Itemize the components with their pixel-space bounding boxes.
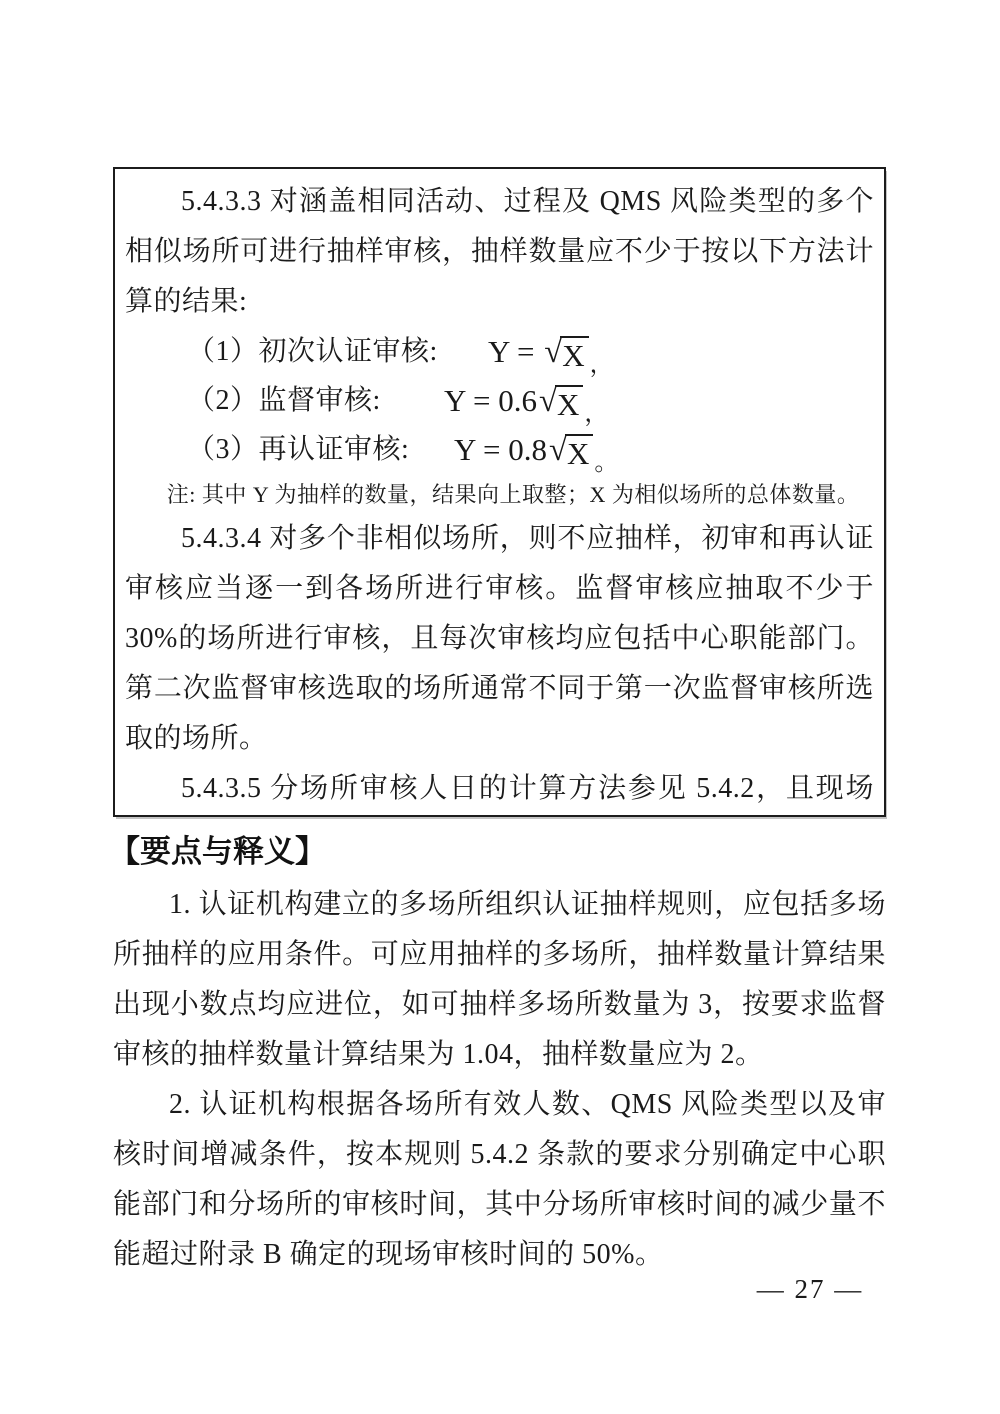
formula-lhs: Y = 0.6 (444, 383, 537, 418)
formula-punctuation: 。 (594, 450, 619, 476)
formula-label-recertification: （3）再认证审核: (187, 434, 410, 465)
key-point-item-2: 2. 认证机构根据各场所有效人数、QMS 风险类型以及审核时间增减条件，按本规则 5.4.2 条款的要求分别确定中心职能部门和分场所的审核时间，其中分场所审核时间的减少量不能超过附录 B 确定的现场审核时间的 50%。 (113, 1089, 886, 1270)
key-points-heading: 【要点与释义】 (109, 834, 326, 869)
clause-5434-paragraph: 5.4.3.4 对多个非相似场所，则不应抽样，初审和再认证审核应当逐一到各场所进行审核。监督审核应抽取不少于 30%的场所进行审核，且每次审核均应包括中心职能部门。第二次监督审核选取的场所通常不同于第一次监督审核所选取的场所。 (125, 523, 874, 754)
key-points-section (109, 830, 886, 1280)
clause-5433-paragraph: 5.4.3.3 对涵盖相同活动、过程及 QMS 风险类型的多个相似场所可进行抽样审核，抽样数量应不少于按以下方法计算的结果: (125, 186, 874, 317)
formula-lhs: Y = (488, 334, 543, 369)
formula-punctuation: ， (584, 401, 609, 427)
formula-radicand: X (565, 434, 593, 472)
sqrt-radical-icon: √ (538, 383, 558, 419)
formula-label-surveillance: （2）监督审核: (187, 385, 381, 416)
formula-lhs: Y = 0.8 (454, 432, 547, 467)
formula-radicand: X (560, 336, 588, 374)
formula-punctuation: ， (589, 352, 614, 378)
formula-row-initial-certification (125, 327, 874, 376)
formula-initial-certification (488, 327, 613, 380)
sqrt-radical-icon: √ (548, 432, 568, 468)
regulation-clause-box (113, 167, 886, 817)
sampling-note: 注: 其中 Y 为抽样的数量，结果向上取整；X 为相似场所的总体数量。 (166, 482, 860, 507)
formula-row-surveillance (125, 376, 874, 425)
formula-row-recertification (125, 425, 874, 474)
page-number: — 27 — (756, 1274, 864, 1304)
formula-label-initial: （1）初次认证审核: (187, 336, 438, 367)
formula-radicand: X (555, 385, 583, 423)
formula-recertification-audit (454, 425, 617, 478)
sqrt-radical-icon: √ (544, 334, 563, 370)
key-point-item-1: 1. 认证机构建立的多场所组织认证抽样规则，应包括多场所抽样的应用条件。可应用抽样的多场所，抽样数量计算结果出现小数点均应进位，如可抽样多场所数量为 3，按要求监督审核的抽样数量计算结果为 1.04，抽样数量应为 2。 (113, 889, 886, 1070)
clause-5435-paragraph: 5.4.3.5 分场所审核人日的计算方法参见 5.4.2，且现场 (181, 773, 874, 804)
formula-surveillance-audit (444, 376, 607, 429)
